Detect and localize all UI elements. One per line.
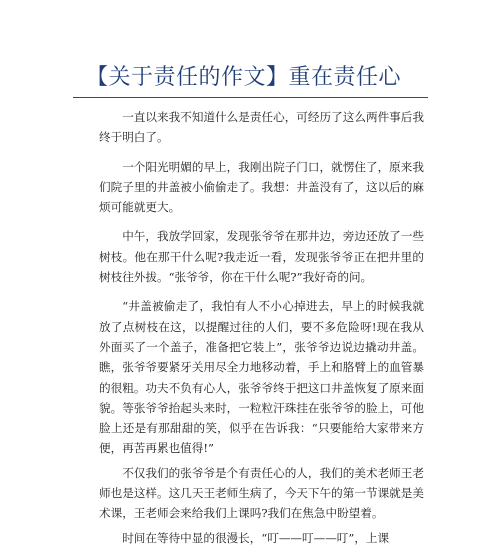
paragraph-1: 一直以来我不知道什么是责任心，可经历了这么两件事后我终于明白了。	[99, 110, 424, 145]
paragraph-6: 时间在等待中显的很漫长，“叮——叮——叮”，上课	[122, 530, 390, 545]
article-body	[99, 107, 424, 557]
paragraph-2: 一个阳光明媚的早上，我刚出院子门口，就愣住了，原来我们院子里的井盖被小偷偷走了。我想：井盖没有了，这以后的麻烦可能就更大。	[99, 159, 424, 215]
article-title: 【关于责任的作文】重在责任心	[86, 65, 402, 90]
paragraph-3: 中午，我放学回家，发现张爷爷在那井边，旁边还放了一些树枝。他在那干什么呢?我走近一看，发现张爷爷正在把井里的树枝往外拔。“张爷爷，你在干什么呢?”我好奇的问。	[99, 229, 424, 285]
paragraph-5: 不仅我们的张爷爷是个有责任心的人，我们的美术老师王老师也是这样。这几天王老师生病了，今天下午的第一节课就是美术课，王老师会来给我们上课吗?我们在焦急中盼望着。	[99, 465, 424, 521]
paragraph-4: “井盖被偷走了，我怕有人不小心掉进去，早上的时候我就放了点树枝在这，以提醒过往的人们，要不多危险呀!现在我从外面买了一个盖子，准备把它装上”，张爷爷边说边撬动井盖。瞧，张爷爷要紧牙关用尽全力地移动着，手上和胳臂上的血管暴的很粗。功夫不负有心人，张爷爷终于把这口井盖恢复了原来面貌。等张爷爷抬起头来时，一粒粒汗珠挂在张爷爷的脸上，可他脸上还是有那甜甜的笑，似乎在告诉我：“只要能给大家带来方便，再苦再累也值得!”	[99, 299, 424, 456]
title-divider	[73, 97, 428, 98]
